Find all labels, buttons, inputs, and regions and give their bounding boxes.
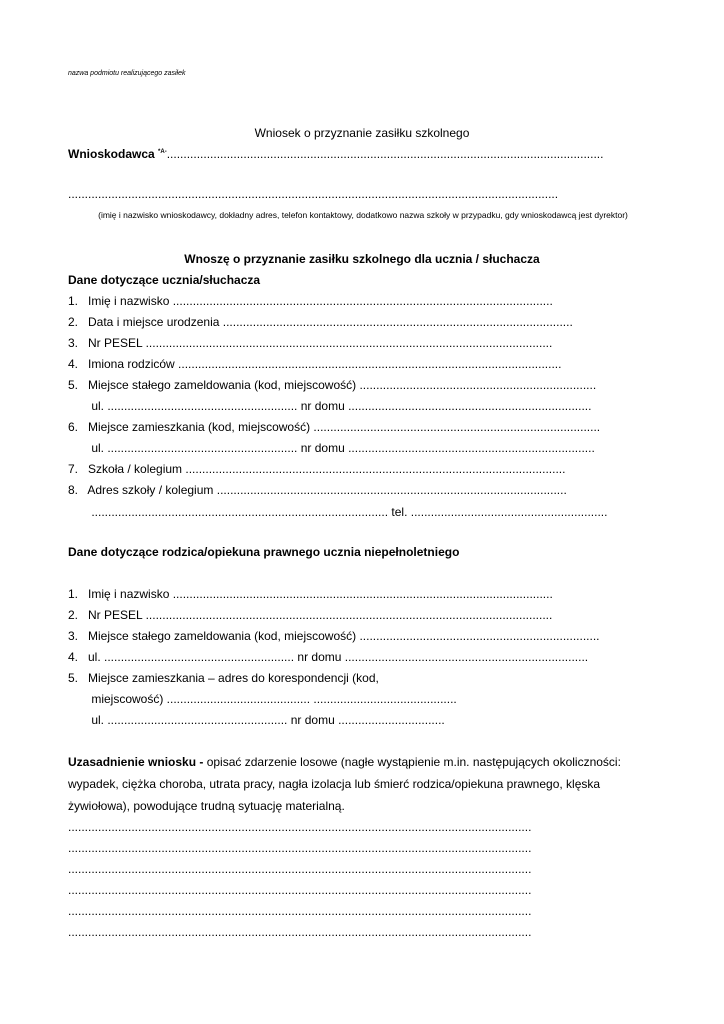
- justification-text-1: opisać zdarzenie losowe (nagłe wystąpienie m.in. następujących okoliczności:: [203, 755, 621, 769]
- parent-heading: Dane dotyczące rodzica/opiekuna prawnego ucznia niepełnoletniego: [68, 545, 460, 559]
- entity-label: nazwa podmiotu realizującego zasiłek: [68, 70, 186, 77]
- applicant-line[interactable]: ...................................................................................................................................: [166, 147, 604, 161]
- student-row-2[interactable]: 2. Data i miejsce urodzenia .........................................................................................................: [68, 315, 573, 329]
- student-row-8-address[interactable]: ......................................................................................... tel. ...........................................................: [68, 505, 608, 519]
- justification-line-1[interactable]: ...........................................................................................................................................: [68, 820, 532, 834]
- parent-row-5-city[interactable]: miejscowość) ........................................... ...........................................: [68, 692, 457, 706]
- student-row-6-address[interactable]: ul. ......................................................... nr domu ..........................................................................: [68, 441, 595, 455]
- form-title: Wniosek o przyznanie zasiłku szkolnego: [254, 126, 470, 140]
- student-row-5[interactable]: 5. Miejsce stałego zameldowania (kod, miejscowość) .......................................................................: [68, 378, 597, 392]
- justification-row-1: [68, 756, 621, 768]
- student-row-3[interactable]: 3. Nr PESEL ..........................................................................................................................: [68, 336, 553, 350]
- parent-row-4[interactable]: 4. ul. ......................................................... nr domu .........................................................................: [68, 650, 589, 664]
- applicant-line-2[interactable]: ...................................................................................................................................................: [68, 187, 559, 201]
- justification-line-2[interactable]: ...........................................................................................................................................: [68, 841, 532, 855]
- student-row-5-address[interactable]: ul. ......................................................... nr domu .........................................................................: [68, 399, 592, 413]
- parent-row-5-street[interactable]: ul. ...................................................... nr domu ................................: [68, 713, 445, 727]
- student-row-7[interactable]: 7. Szkoła / kolegium ..................................................................................................................: [68, 462, 566, 476]
- justification-text-2: wypadek, ciężka choroba, utrata pracy, nagła izolacja lub śmierć rodzica/opiekuna prawnego, klęska: [68, 777, 601, 791]
- student-row-8[interactable]: 8. Adres szkoły / kolegium .........................................................................................................: [68, 483, 567, 497]
- justification-label: Uzasadnienie wniosku -: [68, 755, 204, 769]
- student-row-4[interactable]: 4. Imiona rodziców ...................................................................................................................: [68, 357, 562, 371]
- justification-line-6[interactable]: ...........................................................................................................................................: [68, 925, 532, 939]
- student-row-6[interactable]: 6. Miejsce zamieszkania (kod, miejscowość) ......................................................................................: [68, 420, 601, 434]
- applicant-note: (imię i nazwisko wnioskodawcy, dokładny adres, telefon kontaktowy, dodatkowo nazwa szkoły w przypadku, gdy wnioskodawcą jest dyrektor): [98, 210, 628, 220]
- parent-row-1[interactable]: 1. Imię i nazwisko ..................................................................................................................: [68, 587, 553, 601]
- applicant-mark: *A-: [158, 149, 167, 155]
- justification-line-3[interactable]: ...........................................................................................................................................: [68, 862, 532, 876]
- justification-text-3: żywiołowa), powodujące trudną sytuację materialną.: [68, 799, 345, 813]
- request-heading: Wnoszę o przyznanie zasiłku szkolnego dla ucznia / słuchacza: [184, 252, 540, 266]
- parent-row-3[interactable]: 3. Miejsce stałego zameldowania (kod, miejscowość) ........................................................................: [68, 629, 600, 643]
- justification-line-5[interactable]: ...........................................................................................................................................: [68, 904, 532, 918]
- student-row-1[interactable]: 1. Imię i nazwisko ..................................................................................................................: [68, 294, 553, 308]
- student-heading: Dane dotyczące ucznia/słuchacza: [68, 273, 261, 287]
- parent-row-2[interactable]: 2. Nr PESEL ..........................................................................................................................: [68, 608, 553, 622]
- parent-row-5[interactable]: 5. Miejsce zamieszkania – adres do korespondencji (kod,: [68, 671, 379, 685]
- applicant-row: [68, 148, 603, 160]
- applicant-label: Wnioskodawca: [68, 147, 155, 161]
- justification-line-4[interactable]: ...........................................................................................................................................: [68, 883, 532, 897]
